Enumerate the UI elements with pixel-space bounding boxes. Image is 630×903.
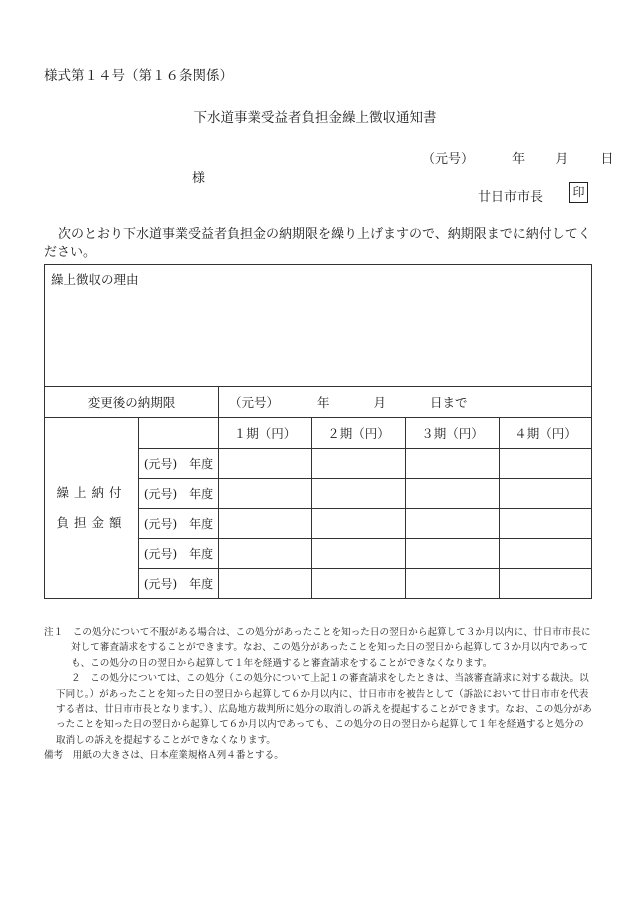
period-header-3: ３期（円） bbox=[406, 418, 500, 449]
period-header-4: ４期（円） bbox=[500, 418, 592, 449]
amount-cell[interactable] bbox=[500, 449, 592, 479]
amount-cell[interactable] bbox=[312, 509, 406, 539]
addressee-suffix: 様 bbox=[192, 171, 206, 186]
date-year: 年 bbox=[512, 152, 526, 167]
amount-label-line1: 繰上納付 bbox=[56, 485, 127, 500]
document-title: 下水道事業受益者負担金繰上徴収通知書 bbox=[193, 110, 437, 126]
date-day: 日 bbox=[600, 152, 614, 167]
amount-cell[interactable] bbox=[406, 449, 500, 479]
fiscal-year-label: (元号) 年度 bbox=[139, 509, 219, 539]
note-1: 注１ この処分について不服がある場合は、この処分があったことを知った日の翌日から起算して３か月以内に、廿日市市長に対して審査請求をすることができます。なお、この処分があったことを知った日の翌日から起算して３か月以内であっても、この処分の日の翌日から起算して１年を経過すると審査請求をすることができなくなります。 bbox=[44, 627, 591, 669]
amount-cell[interactable] bbox=[406, 539, 500, 569]
due-date-field[interactable] bbox=[219, 387, 592, 418]
amount-cell[interactable] bbox=[219, 569, 312, 599]
fiscal-year-label: (元号) 年度 bbox=[139, 539, 219, 569]
issuer-name: 廿日市市長 bbox=[478, 190, 544, 205]
amount-cell[interactable] bbox=[312, 449, 406, 479]
amount-label-line2: 負担金額 bbox=[56, 515, 127, 530]
amount-cell[interactable] bbox=[500, 539, 592, 569]
amount-cell[interactable] bbox=[500, 509, 592, 539]
amount-cell[interactable] bbox=[500, 569, 592, 599]
due-year: 年 bbox=[317, 395, 330, 410]
due-month: 月 bbox=[373, 395, 387, 410]
due-era: （元号） bbox=[229, 395, 280, 410]
period-header-2: ２期（円） bbox=[312, 418, 406, 449]
amount-cell[interactable] bbox=[219, 449, 312, 479]
reason-label: 繰上徴収の理由 bbox=[51, 272, 139, 287]
amount-cell[interactable] bbox=[312, 479, 406, 509]
amount-cell[interactable] bbox=[312, 539, 406, 569]
due-day-until: 日まで bbox=[430, 395, 468, 410]
amount-cell[interactable] bbox=[406, 509, 500, 539]
amount-cell[interactable] bbox=[406, 479, 500, 509]
fiscal-year-label: (元号) 年度 bbox=[139, 479, 219, 509]
date-era: （元号） bbox=[422, 152, 475, 167]
due-date-label: 変更後の納期限 bbox=[45, 387, 219, 418]
amount-cell[interactable] bbox=[219, 479, 312, 509]
amount-cell[interactable] bbox=[312, 569, 406, 599]
period-header-1: １期（円） bbox=[219, 418, 312, 449]
seal-box: 印 bbox=[569, 182, 588, 203]
amount-cell[interactable] bbox=[219, 509, 312, 539]
note-2: ２ この処分については、この処分（この処分について上記１の審査請求をしたときは、当該審査請求に対する裁決。以下同じ。）があったことを知った日の翌日から起算して６か月以内に、廿日市市を被告として（訴訟において廿日市市を代表する者は、廿日市市長となります。）、広島地方裁判所に処分の取消しの訴えを提起することができます。なお、この処分があったことを知った日の翌日から起算して６か月以内であっても、この処分の日の翌日から起算して１年を経過すると処分の取消しの訴えを提起することができなくなります。 bbox=[56, 673, 592, 746]
amount-cell[interactable] bbox=[219, 539, 312, 569]
amount-cell[interactable] bbox=[500, 479, 592, 509]
fiscal-year-label: (元号) 年度 bbox=[139, 569, 219, 599]
remark: 備考 用紙の大きさは、日本産業規格Ａ列４番とする。 bbox=[44, 750, 284, 762]
notes bbox=[44, 625, 592, 764]
fiscal-year-label: (元号) 年度 bbox=[139, 449, 219, 479]
body-text: 次のとおり下水道事業受益者負担金の納期限を繰り上げますので、納期限までに納付してください。 bbox=[44, 227, 591, 260]
form-number: 様式第１４号（第１６条関係） bbox=[44, 68, 233, 84]
amount-label bbox=[45, 418, 139, 599]
collection-form-table bbox=[44, 264, 592, 599]
period-header-blank bbox=[139, 418, 219, 449]
date-month: 月 bbox=[555, 152, 569, 167]
amount-cell[interactable] bbox=[406, 569, 500, 599]
reason-field[interactable] bbox=[45, 265, 592, 387]
issue-date bbox=[422, 148, 613, 167]
